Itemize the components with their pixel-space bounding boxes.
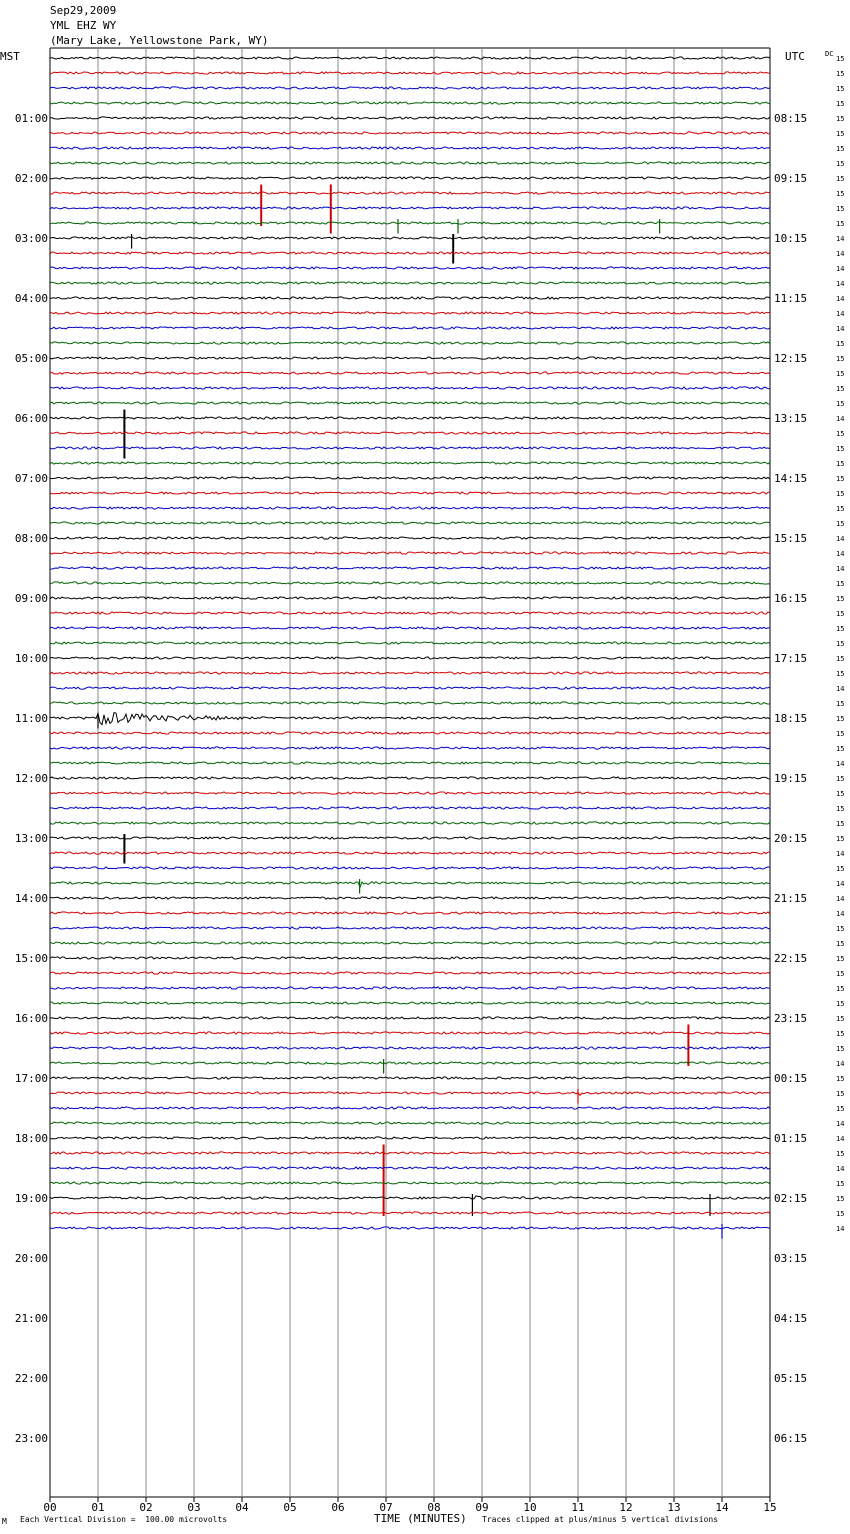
trace-row — [50, 627, 770, 629]
dc-offset-label: 14 — [836, 1225, 845, 1233]
dc-offset-label: 15 — [836, 205, 845, 213]
dc-offset-label: 15 — [836, 100, 845, 108]
trace-row — [50, 147, 770, 149]
scale-note: Each Vertical Division = 100.00 microvolts — [20, 1515, 228, 1524]
dc-offset-label: 14 — [836, 250, 845, 258]
trace-row — [50, 882, 770, 888]
dc-offset-label: 15 — [836, 370, 845, 378]
dc-offset-label: 15 — [836, 595, 845, 603]
trace-row — [50, 1002, 770, 1004]
dc-offset-label: 15 — [836, 400, 845, 408]
trace-row — [50, 507, 770, 509]
utc-hour-label: 02:15 — [774, 1192, 808, 1205]
trace-row — [50, 282, 770, 284]
clip-note: Traces clipped at plus/minus 5 vertical divisions — [482, 1515, 719, 1524]
trace-row — [50, 1062, 770, 1064]
dc-offset-label: 14 — [836, 295, 845, 303]
dc-offset-label: 15 — [836, 475, 845, 483]
dc-offset-label: 15 — [836, 745, 845, 753]
trace-row — [50, 777, 770, 779]
trace-row — [50, 972, 770, 974]
dc-offset-label: 15 — [836, 145, 845, 153]
mst-hour-label: 08:00 — [14, 532, 48, 545]
dc-offset-label: 15 — [836, 955, 845, 963]
trace-row — [50, 642, 770, 644]
utc-hour-label: 00:15 — [774, 1072, 808, 1085]
trace-row — [50, 312, 770, 314]
mst-hour-label: 16:00 — [14, 1012, 48, 1025]
dc-offset-label: 15 — [836, 970, 845, 978]
header-location: (Mary Lake, Yellowstone Park, WY) — [50, 34, 269, 47]
trace-row — [50, 1032, 770, 1034]
mst-hour-label: 03:00 — [14, 232, 48, 245]
utc-hour-label: 03:15 — [774, 1252, 808, 1265]
trace-row — [50, 252, 770, 254]
dc-offset-label: 15 — [836, 775, 845, 783]
trace-row — [50, 612, 770, 614]
dc-offset-label: 15 — [836, 130, 845, 138]
trace-row — [50, 987, 770, 989]
x-tick-label: 08 — [427, 1501, 441, 1514]
trace-row — [50, 552, 770, 554]
dc-offset-label: 14 — [836, 760, 845, 768]
trace-row — [50, 1122, 770, 1124]
x-tick-label: 09 — [475, 1501, 489, 1514]
x-tick-label: 11 — [571, 1501, 585, 1514]
trace-row — [50, 713, 770, 725]
mst-hour-label: 01:00 — [14, 112, 48, 125]
trace-row — [50, 852, 770, 854]
right-axis-title: UTC — [785, 50, 805, 63]
trace-row — [50, 1196, 770, 1199]
dc-offset-label: 14 — [836, 415, 845, 423]
trace-row — [50, 762, 770, 764]
dc-offset-label: 15 — [836, 700, 845, 708]
mst-hour-label: 23:00 — [14, 1432, 48, 1445]
mst-hour-label: 02:00 — [14, 172, 48, 185]
mst-hour-label: 10:00 — [14, 652, 48, 665]
dc-offset-label: 15 — [836, 655, 845, 663]
dc-offset-label: 15 — [836, 1150, 845, 1158]
trace-row — [50, 477, 770, 479]
x-tick-label: 06 — [331, 1501, 345, 1514]
dc-offset-label: 15 — [836, 1030, 845, 1038]
trace-row — [50, 342, 770, 344]
dc-offset-label: 15 — [836, 1210, 845, 1218]
trace-row — [50, 327, 770, 329]
utc-hour-label: 18:15 — [774, 712, 808, 725]
trace-row — [50, 672, 770, 674]
trace-row — [50, 357, 770, 359]
dc-offset-label: 14 — [836, 1165, 845, 1173]
trace-row — [50, 597, 770, 599]
trace-row — [50, 732, 770, 734]
utc-hour-label: 17:15 — [774, 652, 808, 665]
dc-offset-label: 15 — [836, 340, 845, 348]
trace-row — [50, 57, 770, 59]
trace-row — [50, 117, 770, 119]
trace-row — [50, 807, 770, 809]
utc-hour-label: 15:15 — [774, 532, 808, 545]
dc-offset-label: 14 — [836, 280, 845, 288]
trace-row — [50, 687, 770, 689]
trace-row — [50, 402, 770, 404]
dc-offset-label: 14 — [836, 265, 845, 273]
dc-offset-label: 15 — [836, 175, 845, 183]
x-tick-label: 14 — [715, 1501, 729, 1514]
dc-offset-label: 15 — [836, 1090, 845, 1098]
trace-row — [50, 1047, 770, 1049]
header-station: YML EHZ WY — [50, 19, 117, 32]
trace-row — [50, 447, 770, 449]
dc-offset-label: 15 — [836, 790, 845, 798]
mst-hour-label: 22:00 — [14, 1372, 48, 1385]
mst-hour-label: 12:00 — [14, 772, 48, 785]
trace-row — [50, 237, 770, 239]
minute-grid — [50, 48, 770, 1497]
dc-offset-label: 15 — [836, 55, 845, 63]
mst-hour-label: 15:00 — [14, 952, 48, 965]
dc-offset-label: 14 — [836, 895, 845, 903]
dc-offset-label: 15 — [836, 385, 845, 393]
seismic-traces — [50, 57, 770, 1239]
dc-offset-label: 15 — [836, 940, 845, 948]
dc-offset-label: 15 — [836, 925, 845, 933]
x-axis-label: TIME (MINUTES) — [374, 1512, 467, 1525]
dc-offset-label: 15 — [836, 625, 845, 633]
dc-offset-label: 15 — [836, 580, 845, 588]
utc-hour-label: 06:15 — [774, 1432, 808, 1445]
mst-hour-label: 04:00 — [14, 292, 48, 305]
mst-hour-label: 13:00 — [14, 832, 48, 845]
utc-hour-label: 10:15 — [774, 232, 808, 245]
trace-row — [50, 792, 770, 794]
trace-row — [50, 132, 770, 134]
dc-offset-label: 15 — [836, 1075, 845, 1083]
trace-row — [50, 87, 770, 89]
x-tick-label: 05 — [283, 1501, 297, 1514]
dc-offset-label: 15 — [836, 70, 845, 78]
trace-row — [50, 1017, 770, 1019]
utc-hour-label: 01:15 — [774, 1132, 808, 1145]
dc-offset-label: 15 — [836, 1015, 845, 1023]
dc-offset-label: 15 — [836, 520, 845, 528]
trace-row — [50, 72, 770, 74]
trace-row — [50, 162, 770, 164]
utc-hour-label: 22:15 — [774, 952, 808, 965]
mst-hour-label: 20:00 — [14, 1252, 48, 1265]
trace-row — [50, 192, 770, 194]
dc-offset-label: 15 — [836, 115, 845, 123]
dc-offset-label: 15 — [836, 445, 845, 453]
dc-offset-label: 14 — [836, 565, 845, 573]
trace-row — [50, 222, 770, 224]
dc-offset-label: 14 — [836, 550, 845, 558]
dc-offset-label: 15 — [836, 355, 845, 363]
dc-offset-label: 15 — [836, 670, 845, 678]
utc-hour-label: 08:15 — [774, 112, 808, 125]
dc-offset-label: 15 — [836, 1105, 845, 1113]
x-tick-label: 00 — [43, 1501, 57, 1514]
dc-offset-label: 14 — [836, 1135, 845, 1143]
trace-row — [50, 927, 770, 929]
dc-offset-label: 15 — [836, 1180, 845, 1188]
dc-offset-label: 15 — [836, 1000, 845, 1008]
utc-hour-label: 13:15 — [774, 412, 808, 425]
trace-row — [50, 1077, 770, 1079]
trace-row — [50, 702, 770, 704]
x-tick-label: 02 — [139, 1501, 153, 1514]
trace-row — [50, 867, 770, 869]
dc-label: DC — [825, 50, 834, 58]
trace-row — [50, 1167, 770, 1169]
header-date: Sep29,2009 — [50, 4, 117, 17]
dc-offset-label: 15 — [836, 1195, 845, 1203]
dc-offset-label: 15 — [836, 190, 845, 198]
x-tick-label: 13 — [667, 1501, 681, 1514]
trace-row — [50, 522, 770, 524]
trace-row — [50, 912, 770, 914]
trace-row — [50, 957, 770, 959]
x-tick-label: 04 — [235, 1501, 249, 1514]
trace-row — [50, 462, 770, 464]
utc-hour-label: 16:15 — [774, 592, 808, 605]
trace-row — [50, 837, 770, 839]
x-tick-label: 10 — [523, 1501, 537, 1514]
utc-hour-label: 04:15 — [774, 1312, 808, 1325]
trace-row — [50, 267, 770, 269]
mst-hour-label: 07:00 — [14, 472, 48, 485]
dc-offset-label: 15 — [836, 805, 845, 813]
axis-labels — [15, 55, 845, 1514]
utc-hour-label: 05:15 — [774, 1372, 808, 1385]
dc-offset-label: 15 — [836, 865, 845, 873]
trace-row — [50, 492, 770, 494]
mst-hour-label: 06:00 — [14, 412, 48, 425]
dc-offset-label: 14 — [836, 235, 845, 243]
trace-row — [50, 1092, 770, 1095]
utc-hour-label: 09:15 — [774, 172, 808, 185]
utc-hour-label: 21:15 — [774, 892, 808, 905]
dc-offset-label: 15 — [836, 505, 845, 513]
dc-offset-label: 14 — [836, 910, 845, 918]
trace-row — [50, 822, 770, 824]
trace-row — [50, 537, 770, 539]
dc-offset-label: 14 — [836, 685, 845, 693]
dc-offset-label: 15 — [836, 835, 845, 843]
dc-offset-label: 15 — [836, 730, 845, 738]
dc-offset-label: 15 — [836, 640, 845, 648]
dc-offset-label: 14 — [836, 850, 845, 858]
mst-hour-label: 05:00 — [14, 352, 48, 365]
trace-row — [50, 747, 770, 749]
mst-hour-label: 19:00 — [14, 1192, 48, 1205]
dc-offset-label: 14 — [836, 1060, 845, 1068]
x-tick-label: 03 — [187, 1501, 201, 1514]
trace-row — [50, 432, 770, 434]
trace-row — [50, 1212, 770, 1214]
trace-row — [50, 297, 770, 299]
mst-hour-label: 18:00 — [14, 1132, 48, 1145]
dc-offset-label: 14 — [836, 880, 845, 888]
dc-offset-label: 15 — [836, 220, 845, 228]
trace-row — [50, 1137, 770, 1139]
trace-row — [50, 897, 770, 899]
trace-row — [50, 1152, 770, 1154]
trace-row — [50, 417, 770, 419]
trace-row — [50, 387, 770, 389]
dc-offset-label: 15 — [836, 985, 845, 993]
mst-hour-label: 14:00 — [14, 892, 48, 905]
trace-row — [50, 942, 770, 944]
utc-hour-label: 12:15 — [774, 352, 808, 365]
mst-hour-label: 09:00 — [14, 592, 48, 605]
trace-row — [50, 582, 770, 584]
trace-row — [50, 657, 770, 659]
x-tick-label: 01 — [91, 1501, 105, 1514]
dc-offset-label: 14 — [836, 310, 845, 318]
utc-hour-label: 11:15 — [774, 292, 808, 305]
dc-offset-label: 15 — [836, 1045, 845, 1053]
dc-offset-label: 14 — [836, 535, 845, 543]
dc-offset-label: 15 — [836, 460, 845, 468]
x-tick-label: 12 — [619, 1501, 633, 1514]
dc-offset-label: 15 — [836, 490, 845, 498]
mst-hour-label: 17:00 — [14, 1072, 48, 1085]
dc-offset-label: 15 — [836, 610, 845, 618]
trace-row — [50, 372, 770, 374]
dc-offset-label: 15 — [836, 160, 845, 168]
corner-mark: M — [2, 1517, 7, 1526]
dc-offset-label: 14 — [836, 1120, 845, 1128]
trace-row — [50, 102, 770, 104]
trace-row — [50, 1227, 770, 1229]
x-tick-label: 15 — [763, 1501, 777, 1514]
dc-offset-label: 15 — [836, 85, 845, 93]
utc-hour-label: 23:15 — [774, 1012, 808, 1025]
dc-offset-label: 14 — [836, 325, 845, 333]
mst-hour-label: 11:00 — [14, 712, 48, 725]
x-tick-label: 07 — [379, 1501, 393, 1514]
utc-hour-label: 14:15 — [774, 472, 808, 485]
trace-row — [50, 1107, 770, 1109]
trace-row — [50, 567, 770, 569]
dc-offset-label: 15 — [836, 715, 845, 723]
trace-row — [50, 1182, 770, 1184]
trace-row — [50, 207, 770, 209]
mst-hour-label: 21:00 — [14, 1312, 48, 1325]
dc-offset-label: 15 — [836, 430, 845, 438]
trace-row — [50, 177, 770, 179]
utc-hour-label: 19:15 — [774, 772, 808, 785]
left-axis-title: MST — [0, 50, 20, 63]
dc-offset-label: 15 — [836, 820, 845, 828]
utc-hour-label: 20:15 — [774, 832, 808, 845]
